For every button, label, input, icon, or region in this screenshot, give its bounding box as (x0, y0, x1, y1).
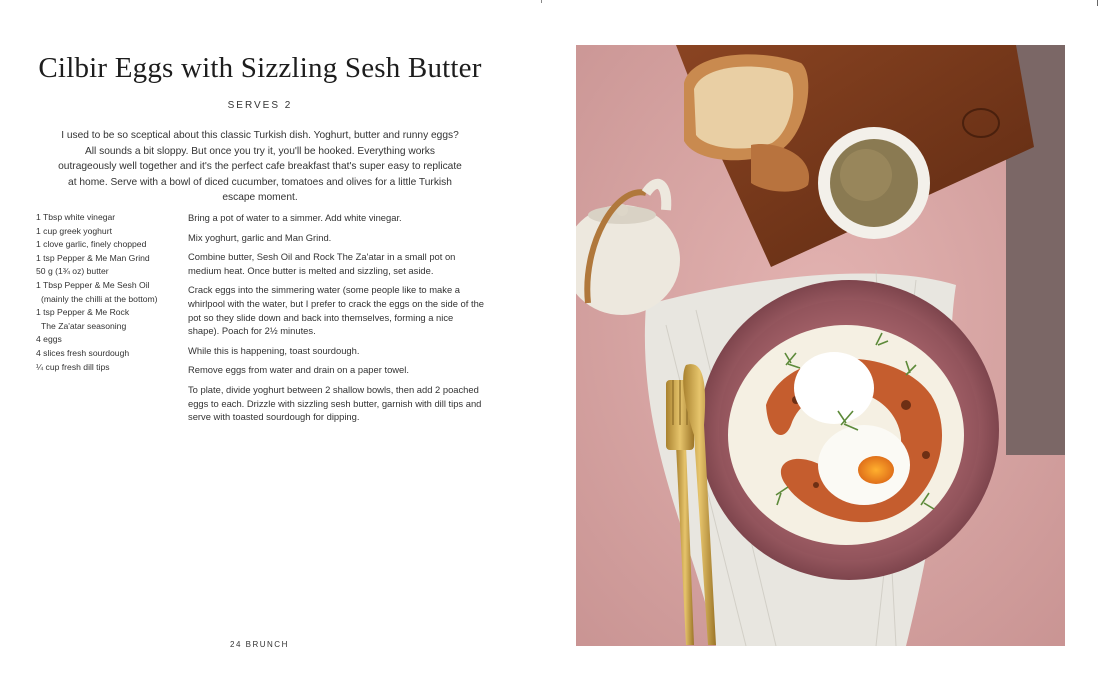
food-photo (576, 45, 1065, 646)
serves-label: SERVES 2 (227, 100, 293, 111)
ingredient-item: ¼ cup fresh dill tips (36, 361, 110, 372)
recipe-intro: I used to be so sceptical about this classic Turkish dish. Yoghurt, butter and runny eggs? All sounds a bit sloppy. But once you try it, you'll be hooked. Everything works outrageously well together and it's the perfect cafe breakfast that's super easy to replicate at home. Serve with a bowl of diced cucumber, tomatoes and olives for a little Turkish escape moment. (58, 130, 462, 203)
method-step: To plate, divide yoghurt between 2 shallow bowls, then add 2 poached eggs to each. Drizzle with sizzling sesh butter, garnish with dill tips and serve with toasted sourdough for dipping. (188, 383, 482, 423)
ingredient-item: 1 clove garlic, finely chopped (36, 239, 147, 250)
method-step: While this is happening, toast sourdough. (188, 344, 360, 356)
poached-egg (794, 352, 874, 424)
ingredient-list (36, 211, 176, 374)
ingredient-item: 4 slices fresh sourdough (36, 347, 130, 358)
method-step: Crack eggs into the simmering water (some people like to make a whirlpool with the water, but I prefer to crack the eggs on the side of the pot so they slide down and back into themselves, forming a nice shape). Poach for 2½ minutes. (188, 284, 484, 337)
ingredient-item: 1 cup greek yoghurt (36, 225, 112, 236)
method-step: Bring a pot of water to a simmer. Add white vinegar. (188, 212, 402, 223)
method-step: Remove eggs from water and drain on a paper towel. (188, 364, 409, 376)
crop-mark (1097, 0, 1098, 6)
method-step: Mix yoghurt, garlic and Man Grind. (188, 231, 332, 243)
egg-yolk (858, 456, 894, 484)
food-photo-illustration (576, 45, 1065, 646)
ingredient-item: 1 Tbsp Pepper & Me Sesh Oil (mainly the chilli at the bottom) (36, 279, 158, 304)
page-folio: 24 BRUNCH (230, 640, 289, 649)
ingredient-item: 1 tsp Pepper & Me Rock The Za'atar seasoning (36, 307, 130, 331)
recipe-title: Cilbir Eggs with Sizzling Sesh Butter (38, 52, 482, 84)
crop-mark (541, 0, 542, 3)
method-step: Combine butter, Sesh Oil and Rock The Za'atar in a small pot on medium heat. Once butter is melted and sizzling, set aside. (188, 251, 456, 276)
method-steps (188, 211, 484, 430)
ingredient-item: 4 eggs (36, 334, 62, 345)
ingredient-item: 50 g (1¾ oz) butter (36, 266, 109, 277)
ingredient-item: 1 Tbsp white vinegar (36, 212, 116, 222)
ingredient-item: 1 tsp Pepper & Me Man Grind (36, 252, 150, 263)
